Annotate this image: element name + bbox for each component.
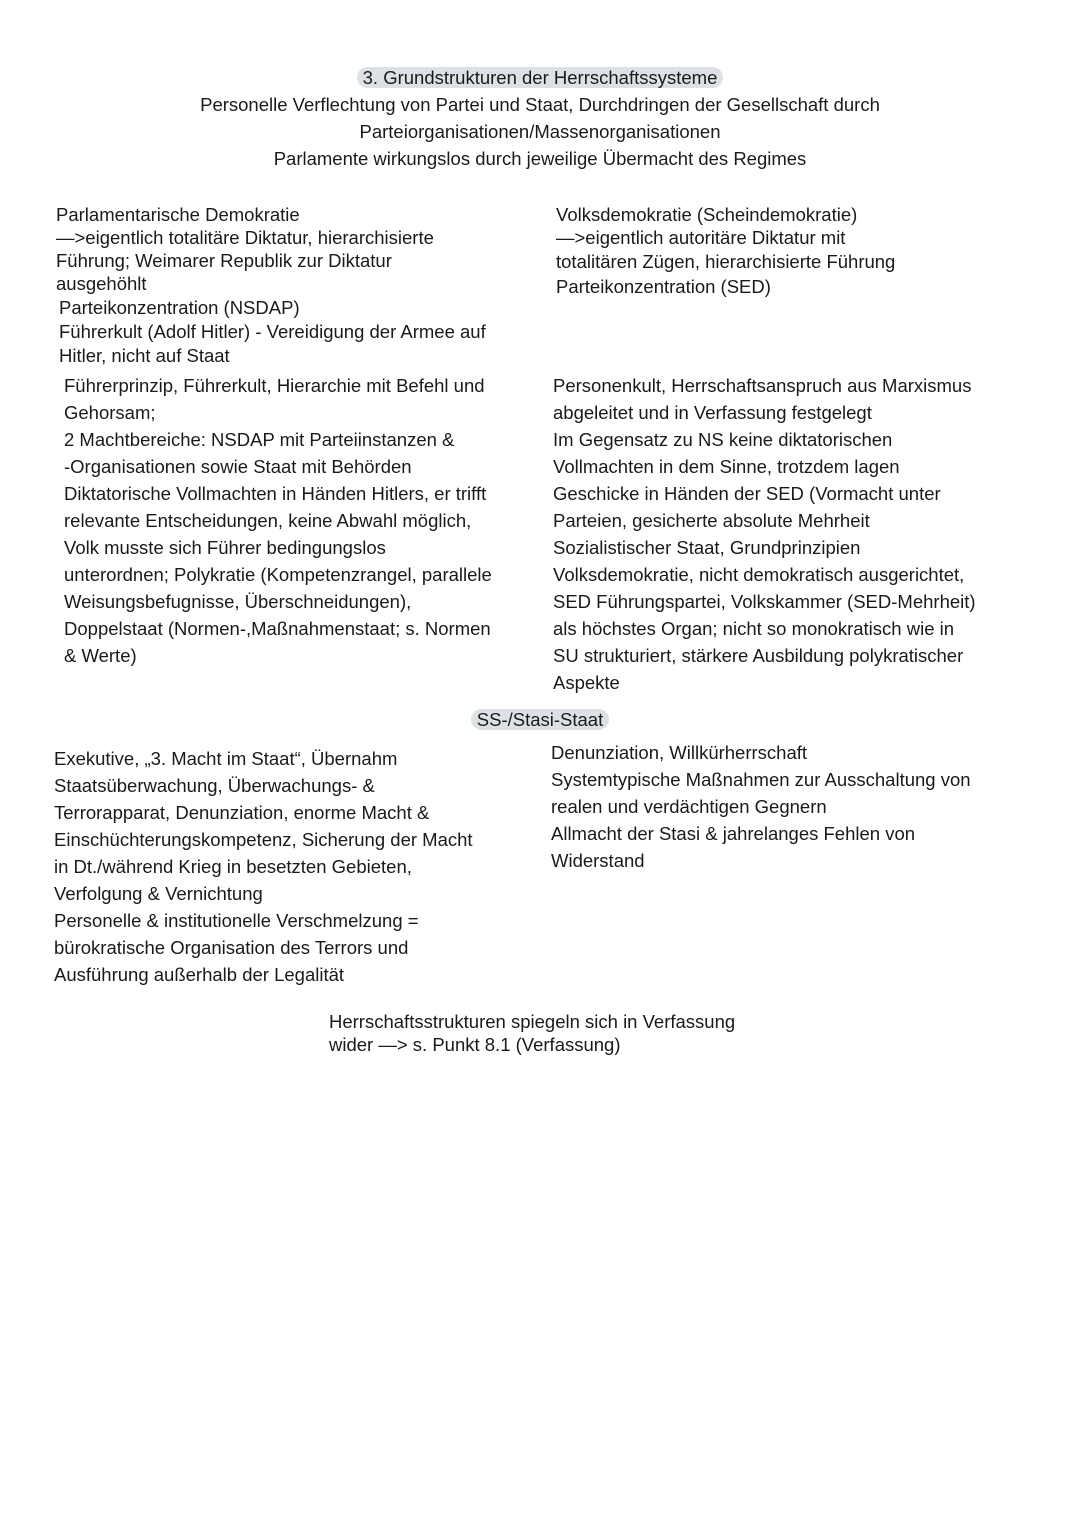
right-middle-line: Aspekte <box>553 672 620 693</box>
left-top-sub-block <box>59 296 486 368</box>
right-middle-line: Vollmachten in dem Sinne, trotzdem lagen <box>553 456 900 477</box>
section-heading <box>0 707 1080 733</box>
left-top-line: Parlamentarische Demokratie <box>56 204 300 225</box>
left-middle-line: -Organisationen sowie Staat mit Behörden <box>64 456 412 477</box>
left-top-line: Führung; Weimarer Republik zur Diktatur <box>56 250 392 271</box>
left-bottom-line: Personelle & institutionelle Verschmelzung = <box>54 910 419 931</box>
right-middle-line: SED Führungspartei, Volkskammer (SED-Mehrheit) <box>553 591 976 612</box>
right-bottom-line: Widerstand <box>551 850 645 871</box>
left-bottom-line: in Dt./während Krieg in besetzten Gebieten, <box>54 856 412 877</box>
right-top-line: totalitären Zügen, hierarchisierte Führung <box>556 251 896 272</box>
section-title: SS-/Stasi-Staat <box>471 709 609 730</box>
left-middle-line: & Werte) <box>64 645 137 666</box>
left-bottom-block <box>54 745 473 988</box>
right-middle-block <box>553 372 976 696</box>
right-bottom-line: realen und verdächtigen Gegnern <box>551 796 827 817</box>
right-bottom-block <box>551 739 971 874</box>
right-middle-line: Volksdemokratie, nicht demokratisch ausgerichtet, <box>553 564 965 585</box>
right-middle-line: als höchstes Organ; nicht so monokratisch wie in <box>553 618 955 639</box>
right-bottom-line: Systemtypische Maßnahmen zur Ausschaltung von <box>551 769 971 790</box>
left-middle-line: Weisungsbefugnisse, Überschneidungen), <box>64 591 412 612</box>
left-bottom-line: Einschüchterungskompetenz, Sicherung der Macht <box>54 829 473 850</box>
left-bottom-line: Staatsüberwachung, Überwachungs- & <box>54 775 375 796</box>
left-middle-line: relevante Entscheidungen, keine Abwahl möglich, <box>64 510 472 531</box>
footer-line: Herrschaftsstrukturen spiegeln sich in Verfassung <box>329 1011 736 1032</box>
left-top-sub-line: Führerkult (Adolf Hitler) - Vereidigung der Armee auf <box>59 321 486 342</box>
left-middle-line: Volk musste sich Führer bedingungslos <box>64 537 386 558</box>
header-line-1: Personelle Verflechtung von Partei und Staat, Durchdringen der Gesellschaft durch <box>200 94 880 115</box>
header-line-2: Parteiorganisationen/Massenorganisationen <box>359 121 721 142</box>
left-middle-block <box>64 372 492 669</box>
left-bottom-line: Exekutive, „3. Macht im Staat“, Übernahm <box>54 748 398 769</box>
left-top-line: —>eigentlich totalitäre Diktatur, hierarchisierte <box>56 227 434 248</box>
left-middle-line: 2 Machtbereiche: NSDAP mit Parteiinstanzen & <box>64 429 455 450</box>
footer-note <box>329 1010 735 1056</box>
right-middle-line: Im Gegensatz zu NS keine diktatorischen <box>553 429 893 450</box>
left-middle-line: Führerprinzip, Führerkult, Hierarchie mit Befehl und <box>64 375 485 396</box>
right-middle-line: abgeleitet und in Verfassung festgelegt <box>553 402 872 423</box>
right-bottom-line: Denunziation, Willkürherrschaft <box>551 742 808 763</box>
left-top-sub-line: Hitler, nicht auf Staat <box>59 345 230 366</box>
left-middle-line: Doppelstaat (Normen-,Maßnahmenstaat; s. Normen <box>64 618 491 639</box>
right-bottom-line: Allmacht der Stasi & jahrelanges Fehlen von <box>551 823 916 844</box>
left-middle-line: unterordnen; Polykratie (Kompetenzrangel, parallele <box>64 564 492 585</box>
left-top-sub-line: Parteikonzentration (NSDAP) <box>59 297 300 318</box>
right-middle-line: SU strukturiert, stärkere Ausbildung polykratischer <box>553 645 964 666</box>
right-top-line: Volksdemokratie (Scheindemokratie) <box>556 204 858 225</box>
left-middle-line: Gehorsam; <box>64 402 156 423</box>
right-middle-line: Geschicke in Händen der SED (Vormacht unter <box>553 483 941 504</box>
left-bottom-line: Ausführung außerhalb der Legalität <box>54 964 345 985</box>
left-top-line: ausgehöhlt <box>56 273 147 294</box>
right-top-line: —>eigentlich autoritäre Diktatur mit <box>556 227 846 248</box>
left-top-block <box>56 203 434 295</box>
right-top-block <box>556 203 895 300</box>
left-bottom-line: Terrorapparat, Denunziation, enorme Macht & <box>54 802 430 823</box>
header-line-3: Parlamente wirkungslos durch jeweilige Übermacht des Regimes <box>273 148 807 169</box>
right-middle-line: Parteien, gesicherte absolute Mehrheit <box>553 510 870 531</box>
page-title: 3. Grundstrukturen der Herrschaftssysteme <box>357 67 724 88</box>
footer-line: wider —> s. Punkt 8.1 (Verfassung) <box>329 1034 621 1055</box>
right-top-line: Parteikonzentration (SED) <box>556 276 771 297</box>
left-middle-line: Diktatorische Vollmachten in Händen Hitlers, er trifft <box>64 483 487 504</box>
right-middle-line: Personenkult, Herrschaftsanspruch aus Marxismus <box>553 375 972 396</box>
page-header <box>0 64 1080 172</box>
left-bottom-line: bürokratische Organisation des Terrors und <box>54 937 409 958</box>
left-bottom-line: Verfolgung & Vernichtung <box>54 883 263 904</box>
right-middle-line: Sozialistischer Staat, Grundprinzipien <box>553 537 861 558</box>
